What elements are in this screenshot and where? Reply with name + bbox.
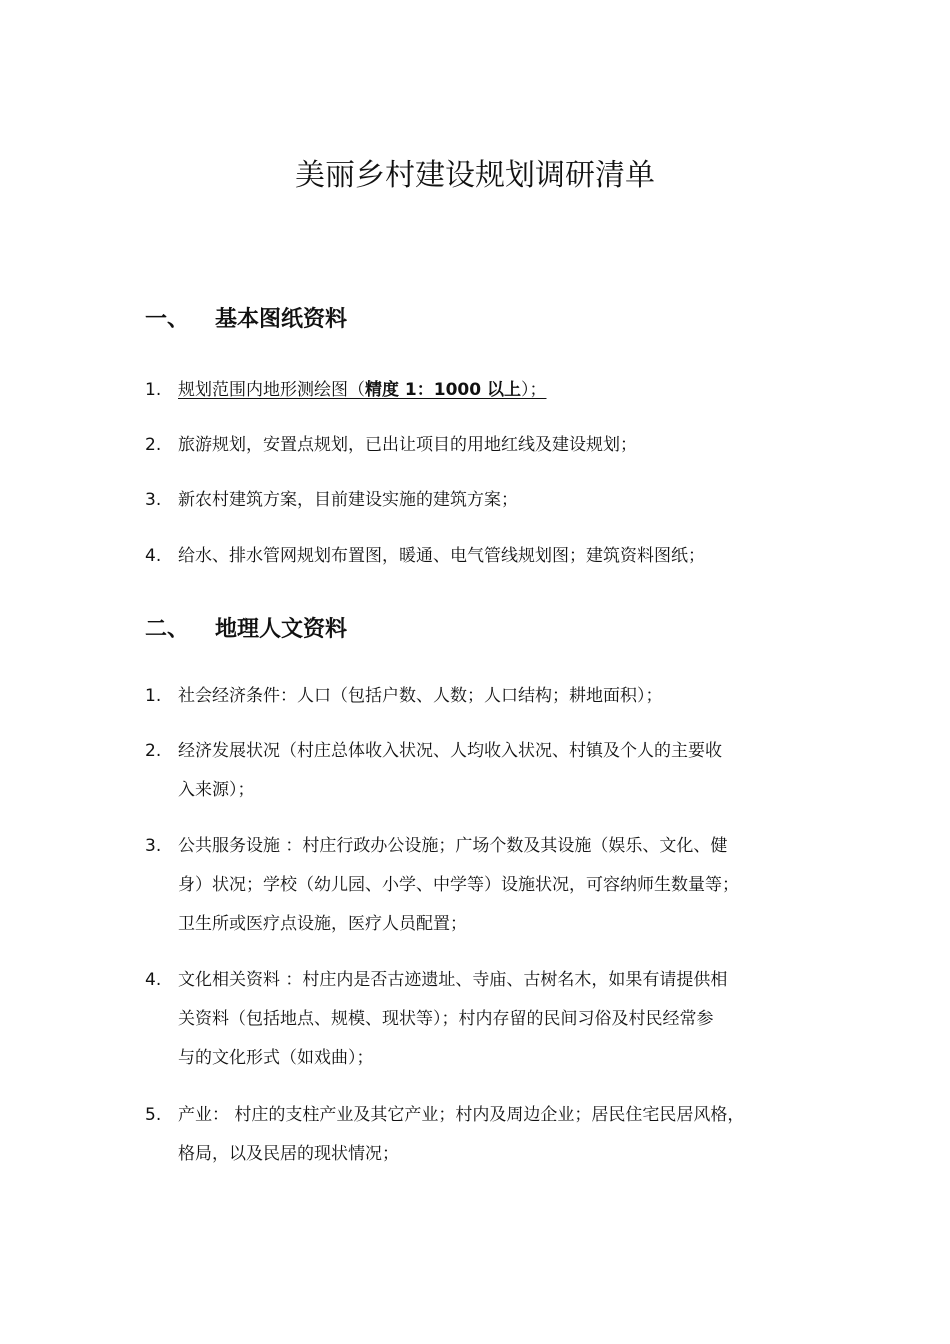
list-item bbox=[145, 1096, 835, 1174]
list-item bbox=[145, 481, 835, 520]
item-text-bold: 精度 1：1000 以上 bbox=[365, 380, 521, 400]
item-number: 3. bbox=[145, 490, 162, 510]
list-item bbox=[145, 827, 835, 944]
list-item bbox=[145, 732, 835, 810]
item-text: 新农村建筑方案，目前建设实施的建筑方案； bbox=[178, 490, 518, 510]
item-number: 2. bbox=[145, 435, 162, 455]
item-text-line: 关资料（包括地点、规模、现状等）；村内存留的民间习俗及村民经常参 bbox=[178, 1009, 714, 1029]
item-number: 2. bbox=[145, 741, 162, 761]
item-text-line: 卫生所或医疗点设施，医疗人员配置； bbox=[178, 914, 467, 934]
item-number: 4. bbox=[145, 970, 162, 990]
section-heading-1 bbox=[145, 302, 347, 333]
item-text-line: 文化相关资料 ：村庄内是否古迹遗址、寺庙、古树名木，如果有请提供相 bbox=[178, 970, 728, 990]
item-text-line: 公共服务设施 ：村庄行政办公设施；广场个数及其设施（娱乐、文化、健 bbox=[178, 836, 728, 856]
item-text-line: 格局，以及民居的现状情况； bbox=[178, 1144, 399, 1164]
item-text: 社会经济条件：人口（包括户数、人数；人口结构；耕地面积）； bbox=[178, 686, 663, 706]
item-text-prefix: 规划范围内地形测绘图（ bbox=[178, 380, 365, 400]
list-item bbox=[145, 371, 835, 410]
document-title: 美丽乡村建设规划调研清单 bbox=[295, 158, 655, 193]
item-number: 4. bbox=[145, 546, 162, 566]
item-text-line: 产业： 村庄的支柱产业及其它产业；村内及周边企业；居民住宅民居风格， bbox=[178, 1105, 745, 1125]
item-number: 1. bbox=[145, 380, 162, 400]
item-text-line: 入来源）； bbox=[178, 780, 255, 800]
item-text: 给水、排水管网规划布置图，暖通、电气管线规划图；建筑资料图纸； bbox=[178, 546, 705, 566]
item-text-suffix: ）； bbox=[520, 380, 547, 400]
item-number: 1. bbox=[145, 686, 162, 706]
section-number: 一、 bbox=[145, 307, 190, 332]
item-number: 5. bbox=[145, 1105, 162, 1125]
list-item bbox=[145, 961, 835, 1078]
list-item bbox=[145, 677, 835, 716]
item-text-line: 身）状况；学校（幼儿园、小学、中学等）设施状况，可容纳师生数量等； bbox=[178, 875, 739, 895]
item-text bbox=[178, 371, 835, 410]
section-heading-2 bbox=[145, 612, 347, 643]
section-number: 二、 bbox=[145, 617, 190, 642]
section-title: 地理人文资料 bbox=[215, 617, 348, 642]
item-text: 旅游规划，安置点规划，已出让项目的用地红线及建设规划； bbox=[178, 435, 637, 455]
section-title: 基本图纸资料 bbox=[215, 307, 348, 332]
item-text-line: 经济发展状况（村庄总体收入状况、人均收入状况、村镇及个人的主要收 bbox=[178, 741, 722, 761]
item-number: 3. bbox=[145, 836, 162, 856]
list-item bbox=[145, 426, 835, 465]
list-item bbox=[145, 537, 835, 576]
item-text-line: 与的文化形式（如戏曲）； bbox=[178, 1048, 374, 1068]
